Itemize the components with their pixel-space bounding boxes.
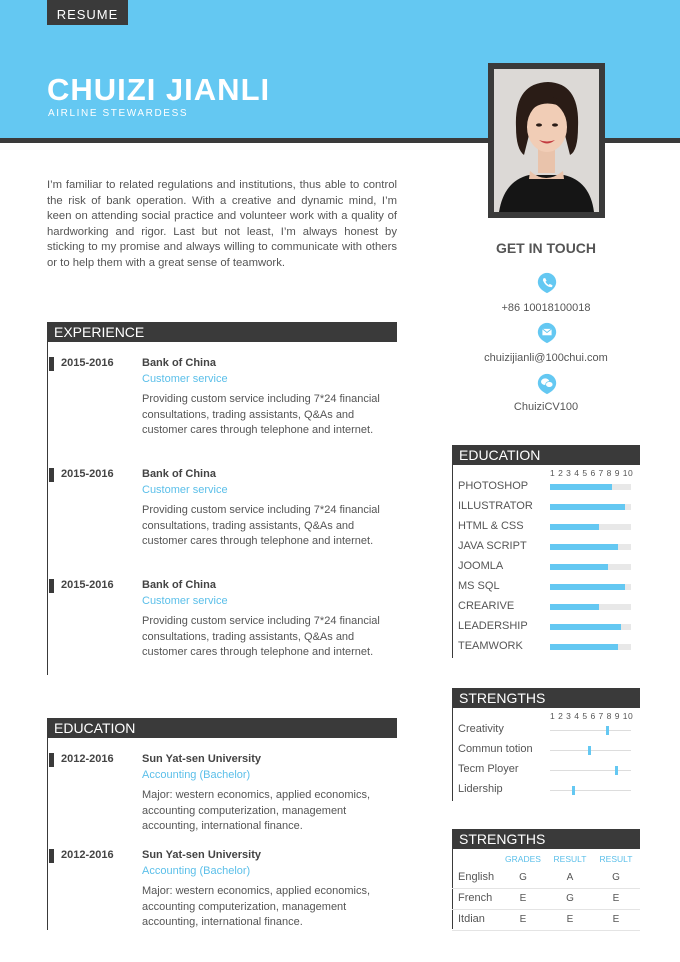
wechat-icon: [536, 373, 558, 395]
skill-label: ILLUSTRATOR: [458, 500, 533, 512]
strength-label: Tecm Ployer: [458, 763, 519, 775]
candidate-role: AIRLINE STEWARDESS: [48, 108, 189, 119]
timeline-marker: [49, 579, 54, 593]
timeline-marker: [49, 753, 54, 767]
skills-heading: EDUCATION: [452, 445, 640, 465]
skill-label: TEAMWORK: [458, 640, 523, 652]
strength-track: [550, 770, 631, 771]
skill-label: CREARIVE: [458, 600, 515, 612]
profile-photo-frame: [488, 63, 605, 218]
strength-marker: [606, 726, 609, 735]
skill-bar-fill: [550, 624, 621, 630]
language-grade: A: [566, 872, 574, 883]
profile-photo: [494, 69, 599, 212]
skill-bar-fill: [550, 504, 625, 510]
education-timeline: [47, 738, 48, 930]
language-label: French: [458, 892, 493, 904]
strength-track: [550, 730, 631, 731]
education-school: Sun Yat-sen University: [142, 849, 262, 861]
experience-date: 2015-2016: [61, 468, 114, 480]
timeline-marker: [49, 849, 54, 863]
skill-bar-track: [550, 504, 631, 510]
language-label: Itdian: [458, 913, 485, 925]
skill-label: MS SQL: [458, 580, 500, 592]
education-school: Sun Yat-sen University: [142, 753, 262, 765]
timeline-marker: [49, 468, 54, 482]
languages-col-header: GRADES: [505, 854, 541, 864]
education-heading: EDUCATION: [47, 718, 397, 738]
phone-number: +86 10018100018: [501, 302, 591, 314]
skill-label: PHOTOSHOP: [458, 480, 529, 492]
language-grade: G: [566, 893, 574, 904]
skill-bar-fill: [550, 524, 599, 530]
languages-heading: STRENGTHS: [452, 829, 640, 849]
strength-label: Commun totion: [458, 743, 533, 755]
experience-desc: Providing custom service including 7*24 financial consultations, trading assistants, Q&As and customer cares through telephone and internet.: [142, 615, 380, 658]
wechat-id: ChuiziCV100: [513, 401, 579, 413]
skill-bar-track: [550, 644, 631, 650]
skill-label: HTML & CSS: [458, 520, 524, 532]
skill-bar-track: [550, 564, 631, 570]
experience-heading: EXPERIENCE: [47, 322, 397, 342]
experience-timeline: [47, 342, 48, 675]
experience-role: Customer service: [142, 373, 228, 385]
portrait-illustration: [494, 69, 599, 212]
skill-label: JOOMLA: [458, 560, 504, 572]
language-grade: E: [519, 914, 527, 925]
language-grade: G: [612, 872, 620, 883]
education-date: 2012-2016: [61, 849, 114, 861]
language-grade: E: [519, 893, 527, 904]
experience-date: 2015-2016: [61, 579, 114, 591]
education-degree: Accounting (Bachelor): [142, 865, 251, 877]
skill-bar-fill: [550, 564, 608, 570]
skill-bar-track: [550, 584, 631, 590]
skill-bar-fill: [550, 544, 618, 550]
language-row-divider: [452, 888, 640, 889]
skill-label: JAVA SCRIPT: [458, 540, 527, 552]
phone-icon: [536, 272, 558, 294]
candidate-name: CHUIZI JIANLI: [47, 72, 271, 107]
skill-bar-track: [550, 524, 631, 530]
education-degree: Accounting (Bachelor): [142, 769, 251, 781]
experience-desc: Providing custom service including 7*24 financial consultations, trading assistants, Q&As and customer cares through telephone and internet.: [142, 393, 380, 436]
skills-scale: 1 2 3 4 5 6 7 8 9 10: [550, 468, 634, 478]
education-desc: Major: western economics, applied economics, accounting computerization, management accounting, international finance.: [142, 885, 371, 928]
strength-label: Lidership: [458, 783, 503, 795]
skill-bar-track: [550, 604, 631, 610]
experience-role: Customer service: [142, 595, 228, 607]
email-address: chuizijianli@100chui.com: [484, 352, 608, 364]
strengths-heading: STRENGTHS: [452, 688, 640, 708]
language-grade: E: [612, 893, 620, 904]
language-grade: E: [612, 914, 620, 925]
language-row-divider: [452, 930, 640, 931]
strength-track: [550, 790, 631, 791]
language-grade: E: [566, 914, 574, 925]
experience-org: Bank of China: [142, 468, 216, 480]
language-row-divider: [452, 909, 640, 910]
contact-title: GET IN TOUCH: [495, 240, 597, 256]
strengths-scale: 1 2 3 4 5 6 7 8 9 10: [550, 711, 634, 721]
experience-role: Customer service: [142, 484, 228, 496]
languages-col-header: RESULT: [599, 854, 633, 864]
skill-bar-track: [550, 484, 631, 490]
education-desc: Major: western economics, applied economics, accounting computerization, management accounting, international finance.: [142, 789, 371, 832]
languages-rule: [452, 849, 453, 929]
experience-org: Bank of China: [142, 579, 216, 591]
education-date: 2012-2016: [61, 753, 114, 765]
strengths-rule: [452, 708, 453, 801]
skill-label: LEADERSHIP: [458, 620, 528, 632]
skills-rule: [452, 465, 453, 658]
skill-bar-track: [550, 624, 631, 630]
strength-marker: [572, 786, 575, 795]
strength-marker: [588, 746, 591, 755]
skill-bar-track: [550, 544, 631, 550]
language-label: English: [458, 871, 495, 883]
resume-tag: RESUME: [47, 0, 128, 25]
experience-org: Bank of China: [142, 357, 216, 369]
languages-col-header: RESULT: [553, 854, 587, 864]
email-icon: [536, 322, 558, 344]
strength-label: Creativity: [458, 723, 504, 735]
timeline-marker: [49, 357, 54, 371]
language-grade: G: [519, 872, 527, 883]
skill-bar-fill: [550, 644, 618, 650]
skill-bar-fill: [550, 484, 612, 490]
skill-bar-fill: [550, 584, 625, 590]
experience-date: 2015-2016: [61, 357, 114, 369]
experience-desc: Providing custom service including 7*24 financial consultations, trading assistants, Q&As and customer cares through telephone and internet.: [142, 504, 380, 547]
strength-marker: [615, 766, 618, 775]
profile-summary: I’m familiar to related regulations and institutions, thus able to control the risk of bank operation. With a creative and dynamic mind, I’m keen on attending social practice and volunteer work with a quality of hardworking and rigor. Last but not least, I’m always honest by sticking to my promise and always willing to communicate with others or to help them with a great sense of teamwork.: [47, 179, 397, 269]
skill-bar-fill: [550, 604, 599, 610]
